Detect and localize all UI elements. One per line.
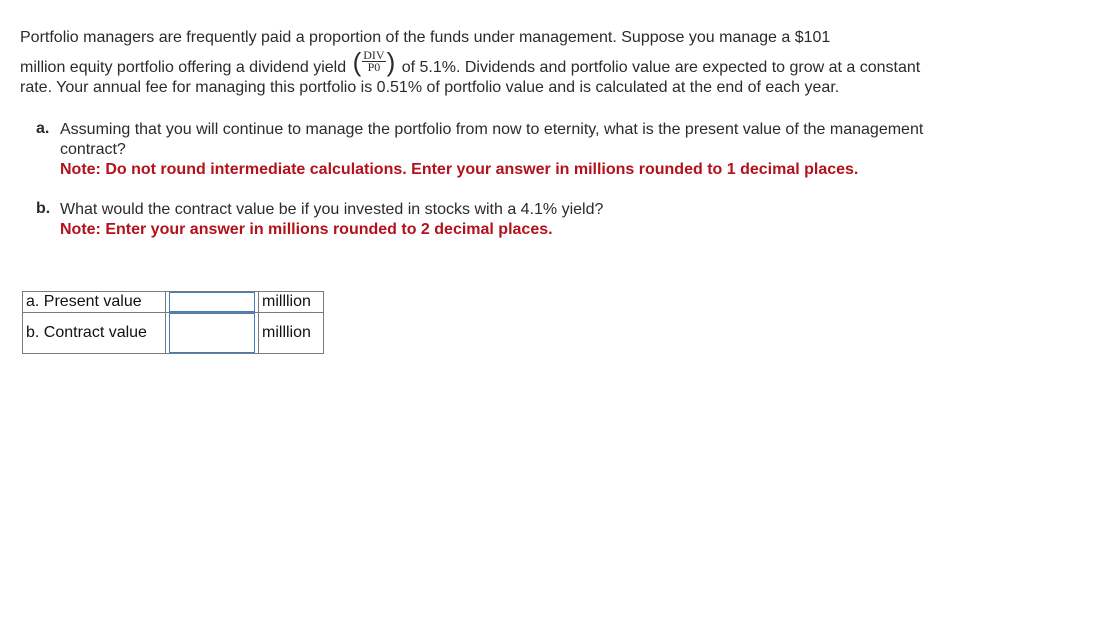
question-a xyxy=(20,120,960,180)
answer-row-contract-value xyxy=(23,313,324,354)
intro-line-1: Portfolio managers are frequently paid a proportion of the funds under management. Suppose you manage a $101 xyxy=(20,29,831,46)
question-text: Assuming that you will continue to manage the portfolio from now to eternity, what is the present value of the management contract? xyxy=(60,121,924,158)
question-note: Note: Do not round intermediate calculations. Enter your answer in millions rounded to 1 decimal places. xyxy=(60,161,859,178)
answer-unit: milllion xyxy=(259,313,324,354)
question-list xyxy=(20,120,960,240)
intro-line-2-before: million equity portfolio offering a dividend yield xyxy=(20,59,347,76)
question-letter: a. xyxy=(36,120,50,137)
question-text: What would the contract value be if you invested in stocks with a 4.1% yield? xyxy=(60,201,604,218)
answer-label: a. Present value xyxy=(23,292,166,313)
problem-page xyxy=(0,0,960,240)
contract-value-input[interactable] xyxy=(169,313,255,353)
question-note: Note: Enter your answer in millions rounded to 2 decimal places. xyxy=(60,221,553,238)
question-b xyxy=(20,200,960,240)
fraction-denominator: P0 xyxy=(367,60,381,75)
answer-label: b. Contract value xyxy=(23,313,166,354)
intro-line-2-after: of 5.1%. Dividends and portfolio value are expected to grow at a constant rate. Your annual fee for managing this portfolio is 0.51% of portfolio value and is calculated at the end of each year. xyxy=(20,59,921,96)
dividend-yield-fraction: ( $\frac{\text{DIV}}{P0}$ ) xyxy=(352,46,396,77)
answer-row-present-value xyxy=(23,292,324,313)
fraction-numerator: DIV xyxy=(363,48,385,63)
answer-unit: milllion xyxy=(259,292,324,313)
answer-table xyxy=(22,291,324,354)
problem-intro xyxy=(20,28,955,98)
present-value-input[interactable] xyxy=(169,292,255,312)
question-letter: b. xyxy=(36,200,51,217)
